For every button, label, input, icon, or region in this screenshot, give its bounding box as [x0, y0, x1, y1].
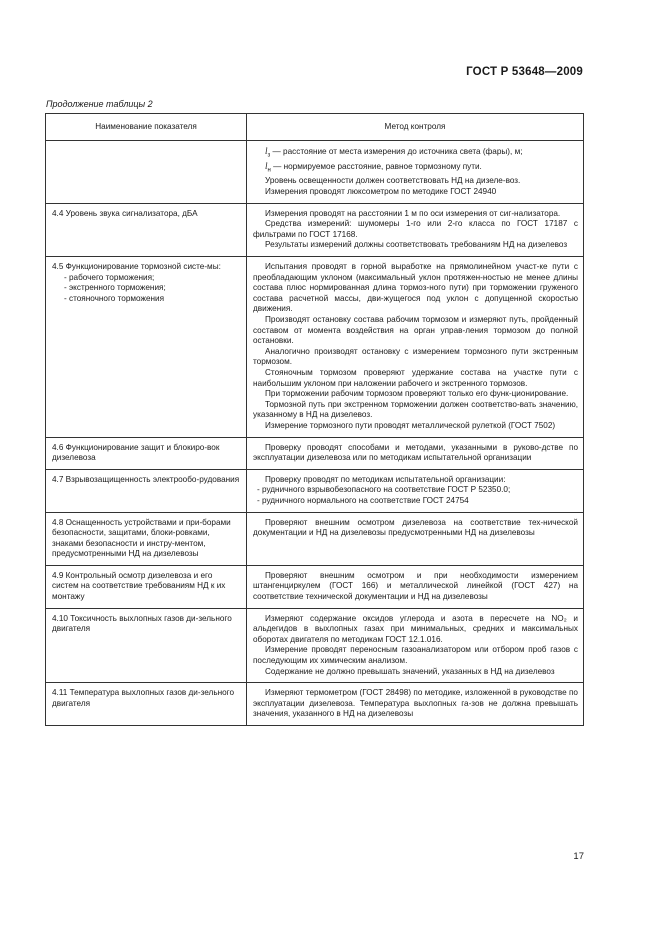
document-code: ГОСТ Р 53648—2009 [466, 66, 583, 78]
method-bullet: - рудничного нормального на соответствие ГОСТ 24754 [257, 495, 469, 505]
method-bullet: - рудничного взрывобезопасного на соответствие ГОСТ Р 52350.0; [257, 485, 511, 495]
table-row [46, 683, 584, 726]
indicator-subitem: - рабочего торможения; [64, 272, 155, 282]
method-cell [247, 257, 584, 438]
indicator-text: 4.10 Токсичность выхлопных газов ди-зельного двигателя [52, 613, 232, 634]
method-cell [247, 608, 584, 683]
method-paragraph: Измерение тормозного пути проводят металлической рулеткой (ГОСТ 7502) [265, 420, 556, 430]
indicator-text: 4.7 Взрывозащищенность электрообо-рудования [52, 474, 240, 484]
indicator-cell [46, 512, 247, 565]
methods-table [45, 113, 584, 726]
indicator-text: 4.6 Функционирование защит и блокиро-вок дизелевоза [52, 442, 220, 463]
table-row [46, 565, 584, 608]
method-cell [247, 565, 584, 608]
table-row [46, 203, 584, 256]
table-row [46, 608, 584, 683]
table-row [46, 257, 584, 438]
indicator-cell [46, 469, 247, 512]
method-paragraph: При торможении рабочим тормозом проверяют только его функ-ционирование. [265, 389, 569, 399]
table-row [46, 469, 584, 512]
method-paragraph: Тормозной путь при экстренном торможении должен соответство-вать значению, указанному в НД на дизелевоз. [253, 399, 578, 420]
page-number: 17 [573, 851, 584, 862]
method-paragraph: Измерение проводят переносным газоанализатором или отбором проб газов с последующим их химическим анализом. [253, 645, 578, 666]
table-row [46, 437, 584, 469]
table-row [46, 512, 584, 565]
symbol-definition [253, 146, 578, 161]
method-paragraph: Производят остановку состава рабочим тормозом и измеряют путь, пройденный составом от момента воздействия на орган управ-ления тормозом до полной остановки. [253, 315, 578, 346]
table-continuation-label: Продолжение таблицы 2 [46, 99, 153, 109]
indicator-cell [46, 437, 247, 469]
indicator-text: 4.4 Уровень звука сигнализатора, дБА [52, 208, 198, 218]
definition-text: — нормируемое расстояние, равное тормозному пути. [270, 162, 482, 172]
symbol-subscript: н [267, 167, 271, 174]
method-paragraph: Проверяют внешним осмотром и при необходимости измерением штангенциркулем (ГОСТ 166) и металлической линейкой (ГОСТ 427) на соответствие технической документации и НД на дизелевозы [253, 570, 578, 602]
table-row [46, 141, 584, 204]
method-cell [247, 469, 584, 512]
method-cell [247, 437, 584, 469]
indicator-text: 4.8 Оснащенность устройствами и при-борами безопасности, защитами, блоки-ровками, знаками безопасности и инстру-ментом, предусмотренными НД на дизелевозы [52, 517, 231, 559]
method-paragraph: Содержание не должно превышать значений, указанных в НД на дизелевоз [265, 666, 555, 676]
indicator-subitem: - стояночного торможения [64, 293, 165, 303]
method-paragraph: Измеряют содержание оксидов углерода и азота в пересчете на NO₂ и альдегидов в выхлопных газах при минимальных, средних и максимальных оборотах двигателя по методикам ГОСТ 12.1.016. [253, 613, 578, 644]
indicator-cell [46, 683, 247, 726]
method-paragraph: Уровень освещенности должен соответствовать НД на дизеле-воз. [265, 176, 521, 186]
symbol: l [265, 146, 268, 156]
method-paragraph: Стояночным тормозом проверяют удержание состава на участке пути с наибольшим уклоном при наложении рабочего и экстренного тормозов. [253, 367, 578, 388]
symbol-definition [253, 161, 578, 176]
indicator-cell [46, 608, 247, 683]
symbol: l [265, 161, 268, 172]
method-paragraph: Проверку проводят по методикам испытательной организации: [265, 474, 506, 484]
method-cell [247, 512, 584, 565]
table-header-row [46, 114, 584, 141]
method-paragraph: Проверку проводят способами и методами, указанными в руково-дстве по эксплуатации дизелевоза или по методикам испытательной организации [253, 442, 578, 463]
indicator-text: 4.5 Функционирование тормозной систе-мы: [52, 262, 221, 272]
indicator-cell [46, 257, 247, 438]
symbol-subscript: з [267, 152, 271, 159]
indicator-cell [46, 565, 247, 608]
column-header-method: Метод контроля [247, 114, 584, 141]
method-paragraph: Проверяют внешним осмотром дизелевоза на соответствие тех-нической документации и НД на дизелевозы предусмотренными НД на дизелевозы [253, 517, 578, 538]
method-paragraph: Измеряют термометром (ГОСТ 28498) по методике, изложенной в руководстве по эксплуатации дизелевоза. Температура выхлопных га-зов не должна превышать значения, указанного в НД на дизелевозы [253, 688, 578, 719]
definition-text: — расстояние от места измерения до источника света (фары), м; [270, 147, 523, 156]
method-paragraph: Аналогично производят остановку с измерением тормозного пути экстренным тормозом. [253, 346, 578, 367]
method-paragraph: Измерения проводят на расстоянии 1 м по оси измерения от сиг-нализатора. [265, 208, 561, 218]
indicator-text: 4.11 Температура выхлопных газов ди-зельного двигателя [52, 688, 235, 708]
method-paragraph: Результаты измерений должны соответствовать требованиям НД на дизелевоз [265, 240, 568, 250]
method-paragraph: Испытания проводят в горной выработке на прямолинейном участ-ке пути с преобладающим уклоном (максимальный уклон протяжен-ностью не менее длины состава плюс нормированная длина тормоз-ного пути) при торможении груженого состава расчетной массы, дви-жущегося под уклон с допущенной скоростью движения. [253, 262, 578, 314]
indicator-text: 4.9 Контрольный осмотр дизелевоза и его систем на соответствие требованиям НД к их монтажу [52, 570, 226, 602]
indicator-cell [46, 141, 247, 204]
method-cell [247, 683, 584, 726]
indicator-subitem: - экстренного торможения; [64, 283, 166, 293]
column-header-indicator: Наименование показателя [46, 114, 247, 141]
method-cell [247, 203, 584, 256]
method-paragraph: Средства измерений: шумомеры 1-го или 2-го класса по ГОСТ 17187 с фильтрами по ГОСТ 17168. [253, 219, 578, 239]
method-paragraph: Измерения проводят люксометром по методике ГОСТ 24940 [265, 187, 497, 197]
method-cell [247, 141, 584, 204]
indicator-cell [46, 203, 247, 256]
